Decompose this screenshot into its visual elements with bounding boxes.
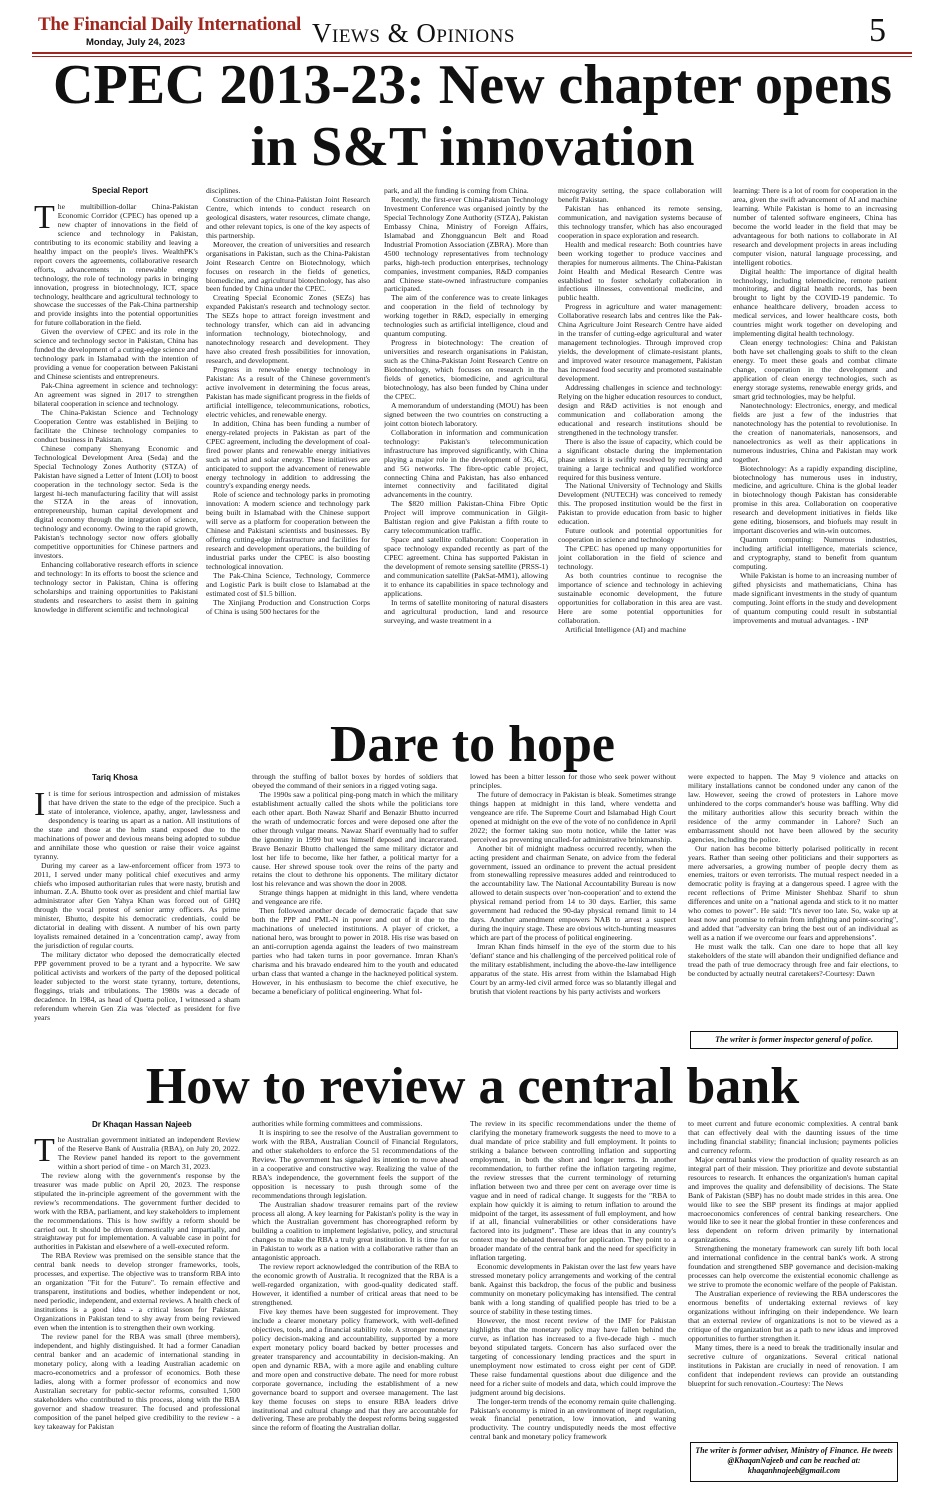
article-paragraph: Health and medical research: Both countries have been working together to produce vaccines and therapies for numerous ailments. The China-Pakistan Joint Health and Medical Research Centre was established to foster scholarly collaboration in infectious illnesses, conventional medicine, and public health. — [558, 239, 722, 303]
article-paragraph: The CPEC has opened up many opportunities for joint collaboration in the field of science and technology. — [558, 544, 722, 572]
article-3-author-note: The writer is former adviser, Ministry of Finance. He tweets @KhaqanNajeeb and can be reached at: khaqanhnajeeb@gmail.com — [690, 1442, 898, 1482]
article-paragraph: Imran Khan finds himself in the eye of the storm due to his 'defiant' stance and his challenging of the perceived political role of the military establishment, including the above-the-law intelligence apparatus of the state. His arrest from within the Islamabad High Court by an army-led civil armed force was so blatantly illegal and brutish that violent reactions by his party activists and workers — [470, 942, 676, 996]
article-paragraph: through the stuffing of ballot boxes by hordes of soldiers that obeyed the command of their seniors in a rigged voting saga. — [252, 773, 458, 790]
article-paragraph: Given the overview of CPEC and its role in the science and technology sector in Pakistan, China has funded the development of a cutting-edge science and technology park in Islamabad with the intention of providing a venue for cooperation between Pakistani and Chinese scientists and entrepreneurs. — [34, 327, 198, 382]
article-paragraph: Clean energy technologies: China and Pakistan both have set challenging goals to shift to the clean energy. To meet these goals and combat climate change, cooperation in the development and application of clean energy technologies, such as energy storage systems, renewable energy grids, and smart grid technologies, may be helpful. — [733, 338, 897, 401]
article-paragraph: Addressing challenges in science and technology: Relying on the higher education resources to conduct, design and R&D activities is not enough and communication and collaboration among the educational and research institutions should be strengthened in the technology transfer. — [558, 382, 722, 437]
article-paragraph: The Australian government initiated an independent Review of the Reserve Bank of Australia (RBA), on July 20, 2022. The Review panel handed its report to the government within a short period of time - on March 31, 2023. — [34, 1136, 240, 1171]
article-paragraph: The review panel for the RBA was small (three members), independent, and highly distinguished. It had a former Canadian central banker and an academic of international standing in monetary policy, along with a leading Australian academic on macro-econometrics and a professor of economics. Both these ladies, along with a former professor of economics and now Australian secretary for public-sector reforms, consulted 1,500 stakeholders who contributed to this process, along with the RBA governor and shadow treasurer. The focused and professional composition of the panel helped give credibility to the review - a key takeaway for Pakistan — [34, 1331, 240, 1431]
article-paragraph: The Australian experience of reviewing the RBA underscores the enormous benefits of undertaking external reviews of key organizations without infringing on their independence. We learn that an external review of organizations is not to be viewed as a critique of the organization but as a path to new ideas and improved opportunities to further strengthen it. — [688, 1289, 898, 1343]
article-paragraph: Major central banks view the production of quality research as an integral part of their mission. They prioritize and devote substantial resources to research. It enhances the organization's human capital and improves the quality and defensibility of decisions. The State Bank of Pakistan (SBP) has no doubt made strides in this area. One would like to see the SBP present its findings at major applied macroeconomics conferences of central banking researchers. One would like to see it near the global frontier in these conferences and less dependent on reform driven primarily by international organizations. — [688, 1154, 898, 1245]
article-3-byline: Dr Khaqan Hassan Najeeb — [92, 1120, 192, 1129]
article-3-column-3 — [470, 1120, 676, 1482]
article-paragraph: Economic developments in Pakistan over the last few years have stressed monetary policy arrangements and working of the central bank. Against this backdrop, the focus of the public and business community on monetary policymaking has intensified. The central bank with a long standing of qualified people has tried to be a source of stability in these testing times. — [470, 1262, 676, 1317]
article-paragraph: Recently, the first-ever China-Pakistan Technology Investment Conference was organised jointly by the Special Technology Zone Authority (STZA), Pakistan Embassy China, Ministry of Foreign Affairs, Islamabad and Zhongguancun Belt and Road Industrial Promotion Association (ZBRA). More than 4500 technology representatives from technology parks, high-tech production enterprises, technology companies, investment companies, R&D companies and Chinese state-owned infrastructure companies participated. — [384, 194, 548, 294]
article-2-headline: Dare to hope — [329, 716, 615, 773]
article-paragraph: were expected to happen. The May 9 violence and attacks on military installations cannot be condoned under any canon of the law. However, seeing the crowd of protesters in Lahore move unhindered to the corps commander's house was baffling. Why did the military authorities allow this security breach within the residence of the army commander in Lahore? Such an embarrassment should not have been allowed by the security agencies, including the police. — [688, 773, 898, 844]
article-paragraph: While Pakistan is home to an increasing number of gifted physicists and mathematicians, China has made significant investments in the study of quantum computing. Joint efforts in the study and development of quantum computing could result in substantial improvements and mutual advantages. - INP — [733, 570, 897, 625]
article-paragraph: Our nation has become bitterly polarised politically in recent years. Rather than seeing other politicians and their supporters as mere adversaries, a growing number of people decry them as enemies, traitors or even terrorists. The mutual respect needed in a democratic polity is fraying at a dangerous speed. I agree with the recent reflections of Prime Minister Shehbaz Sharif to shun differences and unite on a "national agenda and stick to it no matter who comes to power". He said: "It's never too late. So, wake up at least now and promise to refrain from infighting and point-scoring", and added that "adversity can bring the best out of an individual as well as a nation if we overcome our fears and apprehensions". — [688, 843, 898, 943]
article-paragraph: Digital health: The importance of digital health technology, including telemedicine, remote patient monitoring, and digital health records, has been brought to light by the COVID-19 pandemic. To enhance healthcare delivery, broaden access to medical services, and lower healthcare costs, both countries might work together on developing and implementing digital health technology. — [733, 266, 897, 339]
article-paragraph: Space and satellite collaboration: Cooperation in space technology expanded recently as part of the CPEC agreement. China has supported Pakistan in the development of remote sensing satellite (PRSS-1) and communication satellite (PakSat-MM1), allowing it to enhance its capabilities in space technology and applications. — [384, 535, 548, 598]
article-paragraph: Then followed another decade of democratic façade that saw both the PPP and PML-N in power and out of it due to the machinations of unelected institutions. A player of cricket, a national hero, was brought to power in 2018. His rise was based on an anti-corruption agenda against the leaders of two mainstream parties who had taken turns in poor governance. Imran Khan's charisma and his bravado endeared him to the youth and educated urban class that wanted a change in the hackneyed political system. However, in his enthusiasm to become the chief executive, he became a beneficiary of political engineering. What fol- — [252, 906, 458, 996]
article-paragraph: In terms of satellite monitoring of natural disasters and agricultural production, land and resource surveying, and waste treatment in a — [384, 597, 548, 625]
article-paragraph: disciplines. — [206, 187, 241, 195]
article-paragraph: During my career as a law-enforcement officer from 1973 to 2011, I served under many political chief executives and army chiefs who imposed authoritarian rules that were nasty, brutish and inhuman. Z.A. Bhutto took over as president and chief martial law administrator after Gen Yahya Khan was forced out of GHQ through the vocal protest of senior army officers. As prime minister, Bhutto, despite his democratic credentials, could be dictatorial in dealing with dissent. A number of his own party loyalists remained detained in a 'concentration camp', away from the jurisdiction of regular courts. — [34, 860, 240, 951]
article-paragraph: However, the most recent review of the IMF for Pakistan highlights that the monetary policy may have fallen behind the curve, as inflation has increased to a five-decade high - much beyond stipulated targets. Concern has also surfaced over the targeting of concessionary lending practices and the spurt in unemployment now estimated to cross eight per cent of GDP. These raise fundamental questions about due diligence and the need for a richer suite of models and data, which could improve the judgment around big decisions. — [470, 1315, 676, 1397]
article-3-column-2 — [252, 1120, 458, 1482]
article-paragraph: Biotechnology: As a rapidly expanding discipline, biotechnology has numerous uses in industry, medicine, and agriculture. China is the global leader in biotechnology though Pakistan has considerable promise in this area. Collaboration on cooperative research and development initiatives in fields like gene editing, biosensors, and biofuels may result in important discoveries and win-win outcomes. — [733, 463, 897, 536]
article-paragraph: Chinese company Shenyang Economic and Technological Development Area (Seda) and the Special Technology Zones Authority (STZA) of Pakistan have signed a Letter of Intent (LOI) to boost cooperation in the technology sector. Seda is the largest hi-tech manufacturing facility that will assist the STZA in the areas of innovation, entrepreneurship, human capital development and digital economy through the integration of science, technology and economy. Owing to the rapid growth, Pakistan's technology sector now offers globally competitive opportunities for Chinese partners and investors. — [34, 443, 198, 561]
article-paragraph: The Xinjiang Production and Construction Corps of China is using 500 hectares for the — [206, 597, 370, 616]
article-paragraph: Five key themes have been suggested for improvement. They include a clearer monetary policy framework, with well-defined objectives, tools, and a financial stability role. A stronger monetary policy decision-making and accountability, supported by a more expert monetary policy board backed by better processes and greater transparency and accountability in decision-making. An open and dynamic RBA, with a more agile and enabling culture and more open and constructive debate. The need for more robust corporate governance, including the establishment of a new governance board to support and oversee management. The last key theme focuses on steps to ensure RBA leaders drive institutional and cultural change and that they are accountable for delivering. These are probably the deepest reforms being suggested since the reform of floating the Australian dollar. — [252, 1307, 458, 1433]
issue-date: Monday, July 24, 2023 — [86, 37, 186, 48]
article-paragraph: Role of science and technology parks in promoting innovation: A modern science and technology park being built in Islamabad with the Chinese support will serve as a platform for cooperation between the Chinese and Pakistani scientists and businesses. By offering cutting-edge infrastructure and facilities for research and development operations, the building of industrial parks under the CPEC is also boosting technological innovation. — [206, 490, 370, 572]
article-2-byline: Tariq Khosa — [92, 773, 138, 782]
masthead — [0, 0, 945, 50]
article-2-column-4 — [688, 773, 898, 1026]
article-paragraph: The multibillion-dollar China-Pakistan Economic Corridor (CPEC) has opened up a new chapter of innovations in the field of science and technology in Pakistan, contributing to its economic stability and leaving a healthy impact on the people's lives. WealthPK's report covers the agreements, collaborative research efforts, advancements in renewable energy technology, the role of technology parks in bringing innovation, progress in biotechnology, ICT, space technology, healthcare and agricultural technology to showcase the successes of the Pak-China partnership and provide insights into the potential opportunities for future collaboration in the field. — [34, 203, 198, 328]
article-paragraph: In addition, China has been funding a number of energy-related projects in Pakistan as part of the CPEC agreement, including the development of coal-fired power plants and renewable energy initiatives such as wind and solar energy. These initiatives are anticipated to support the advancement of renewable energy technology in addition to addressing the country's expanding energy needs. — [206, 418, 370, 491]
article-paragraph: Moreover, the creation of universities and research organisations in Pakistan, such as the China-Pakistan Joint Research Centre on Biotechnology, which focuses on research in the fields of genetics, biomedicine, and agricultural biotechnology, has also been funded by China under the CPEC. — [206, 239, 370, 294]
article-paragraph: Another bit of midnight madness occurred recently, when the acting president and chairman Senate, on advice from the federal government, issued an ordinance to prevent the actual president from stonewalling repressive measures added and reintroduced to the accountability law. The National Accountability Bureau is now allowed to detain suspects over 'non-cooperation' and to extend the physical remand period from 14 to 30 days. Earlier, this same government had reduced the 90-day physical remand limit to 14 days. Another amendment empowers NAB to arrest a suspect during the inquiry stage. These are obvious witch-hunting measures which are part of the process of political engineering. — [470, 843, 676, 943]
article-paragraph: park, and all the funding is coming from China. — [384, 187, 529, 195]
article-3-headline: How to review a central bank — [145, 1058, 800, 1115]
article-paragraph: The National University of Technology and Skills Development (NUTECH) was conceived to remedy this. The proposed institution would be the first in Pakistan to provide education from basic to higher education. — [558, 481, 722, 527]
article-paragraph: Strange things happen at midnight in this land, where vendetta and vengeance are rife. — [252, 888, 458, 907]
article-3-column-1 — [34, 1136, 240, 1482]
article-1-column-3 — [384, 187, 548, 700]
article-2-column-3 — [470, 773, 676, 1048]
article-paragraph: The RBA Review was premised on the sensible stance that the central bank needs to develop stronger frameworks, tools, processes, and expertise. The objective was to transform RBA into an organization "Fit for the Future". To remain effective and transparent, institutions and bodies, whether independent or not, need periodic, independent, and external reviews. A health check of institutions is a good idea - a critical lesson for Pakistan. Organizations in Pakistan tend to shy away from being reviewed even when the intention is to strengthen their own working. — [34, 1251, 240, 1333]
article-3-column-4 — [688, 1120, 898, 1438]
article-paragraph: Future outlook and potential opportunities for cooperation in science and technology — [558, 526, 722, 545]
article-paragraph: learning: There is a lot of room for cooperation in the area, given the swift advancement of AI and machine learning. While Pakistan is home to an increasing number of talented software engineers, China has become the world leader in the field that may be advantageous for both nations to collaborate in AI research and development projects in areas including computer vision, natural language processing, and intelligent robotics. — [733, 187, 897, 267]
article-paragraph: Creating Special Economic Zones (SEZs) has expanded Pakistan's research and technology sector. The SEZs hope to attract foreign investment and technology transfer, which can aid in advancing information technology, biotechnology, and nanotechnology research and development. They have also created fresh possibilities for innovation, research, and development. — [206, 293, 370, 366]
article-paragraph: Pak-China agreement in science and technology: An agreement was signed in 2017 to strengthen bilateral cooperation in science and technology. — [34, 381, 198, 408]
article-paragraph: Many times, there is a need to break the traditionally insular and secretive culture of organizations. Several critical national institutions in Pakistan are crucially in need of renovation. I am confident that independent reviews can provide an outstanding blueprint for such renovation.-Courtesy: The News — [688, 1342, 898, 1388]
article-1-byline: Special Report — [92, 186, 149, 195]
article-2-column-1 — [34, 790, 240, 1048]
article-paragraph: authorities while forming committees and commissions. — [252, 1120, 423, 1128]
article-paragraph: He must walk the talk. Can one dare to hope that all key stakeholders of the state will abandon their undignified defiance and tread the path of true democracy through free and fair elections, to be conducted by actually neutral caretakers?-Courtesy: Dawn — [688, 942, 898, 978]
article-paragraph: The China-Pakistan Science and Technology Cooperation Centre was established in Beijing to facilitate the Chinese technology companies to conduct business in Pakistan. — [34, 407, 198, 444]
article-paragraph: The review along with the government's response by the treasurer was made public on April 20, 2023. The response stipulated the in-principle agreement of the government with the review's recommendations. The government further decided to work with the RBA, parliament, and key stakeholders to implement the recommendations. This is how swiftly a reform should be carried out. It should be driven domestically and impartially, and straightaway put for implementation. A valuable case in point for authorities in Pakistan and elsewhere of a well-executed reform. — [34, 1170, 240, 1252]
article-2-author-note: The writer is former inspector general of police. — [690, 1031, 898, 1049]
article-2-column-2 — [252, 773, 458, 1048]
article-paragraph: Quantum computing: Numerous industries, including artificial intelligence, materials science, and cryptography, stand to benefit from quantum computing. — [733, 535, 897, 572]
article-1-headline: CPEC 2013-23: New chapter opens in S&T innovation — [53, 54, 892, 178]
article-1-column-1 — [34, 203, 198, 700]
article-paragraph: Pakistan has enhanced its remote sensing, communication, and navigation systems because of this technology transfer, which has also encouraged cooperation in space exploration and research. — [558, 203, 722, 240]
page-number: 5 — [869, 12, 886, 49]
article-paragraph: It is time for serious introspection and admission of mistakes that have driven the state to the edge of the precipice. Such a state of intolerance, violence, apathy, anger, lawlessness and despondency is tearing us apart as a nation. All institutions of the state and those at the helm stand exposed due to the machinations of power and devious means being adopted to subdue and annihilate those who question or raise their voice against tyranny. — [34, 790, 240, 861]
article-paragraph: The Pak-China Science, Technology, Commerce and Logistic Park is built close to Islamabad at the estimated cost of $1.5 billion. — [206, 570, 370, 598]
article-paragraph: Strengthening the monetary framework can surely lift both local and international confidence in the central bank's work. A strong foundation and strengthened SBP governance and decision-making processes can help overcome the existential economic challenge as we strive to promote the economic welfare of the people of Pakistan. — [688, 1244, 898, 1290]
article-paragraph: Collaboration in information and communication technology: Pakistan's telecommunication infrastructure has improved significantly, with China playing a major role in the development of 3G, 4G, and 5G networks. The fibre-optic cable project, connecting China and Pakistan, has also enhanced internet connectivity and facilitated digital advancements in the country. — [384, 427, 548, 500]
article-paragraph: Construction of the China-Pakistan Joint Research Centre, which intends to conduct research on geological disasters, water resources, climate change, and other relevant topics, is one of the key aspects of this partnership. — [206, 194, 370, 240]
article-paragraph: As both countries continue to recognise the importance of science and technology in achieving sustainable economic development, the future opportunities for collaboration in this area are vast. Here are some potential opportunities for collaboration. — [558, 570, 722, 625]
article-paragraph: The $820 million Pakistan-China Fibre Optic Project will improve communication in Gilgit-Baltistan region and give Pakistan a fifth route to carry telecommunication traffic. — [384, 499, 548, 536]
article-paragraph: The longer-term trends of the economy remain quite challenging. Pakistan's economy is mired in an environment of inept regulation, weak financial penetration, low innovation, and waning productivity. The country undisputedly needs the most effective central bank and monetary policy framework — [470, 1396, 676, 1442]
article-paragraph: Progress in agriculture and water management: Collaborative research labs and centres like the Pak-China Agriculture Joint Research Centre have aided in the transfer of cutting-edge agricultural and water management technologies. Through improved crop yields, the development of climate-resistant plants, and improved water resource management, Pakistan has increased food security and promoted sustainable development. — [558, 302, 722, 384]
article-paragraph: The military dictator who deposed the democratically elected PPP government proved to be a tyrant and a hypocrite. We saw political activists and workers of the party of the deposed political leader subjected to the worst state tyranny, torture, detentions, floggings, trials and tribulations. The 1980s was a decade of decadence. In 1984, as head of Quetta police, I witnessed a sham referendum wherein Gen Zia was 'elected' as president for five years — [34, 950, 240, 1022]
article-paragraph: Progress in biotechnology: The creation of universities and research organisations in Pakistan, such as the China-Pakistan Joint Research Centre on Biotechnology, which focuses on research in the fields of genetics, biomedicine, and agricultural biotechnology, has also been funded by China under the CPEC. — [384, 338, 548, 401]
article-paragraph: A memorandum of understanding (MOU) has been signed between the two countries on constructing a joint cotton biotech laboratory. — [384, 400, 548, 428]
article-paragraph: The future of democracy in Pakistan is bleak. Sometimes strange things happen at midnight in this land, where vendetta and vengeance are rife. The Supreme Court and Islamabad High Court opened at midnight on the eve of the vote of no confidence in April 2022; the former taking suo motu notice, while the latter was perceived as preventing uncalled-for administrative brinkmanship. — [470, 789, 676, 844]
article-paragraph: Artificial Intelligence (AI) and machine — [565, 624, 687, 634]
article-paragraph: The 1990s saw a political ping-pong match in which the military establishment actually called the shots while the politicians tore each other apart. Both Nawaz Sharif and Benazir Bhutto incurred the wrath of undemocratic forces and were deposed one after the other through vulgar means. Nawaz Sharif eventually had to suffer the ignominy in 1999 but was himself deposed and incarcerated. Brave Benazir Bhutto challenged the same military dictator and lost her life to become, like her father, a political martyr for a cause. Her shrewd spouse took over the reins of the party and retains the clout to dethrone his opponents. The military dictator lost his relevance and was shown the door in 2008. — [252, 789, 458, 889]
article-1-column-2 — [206, 187, 370, 700]
section-title: Views & Opinions — [312, 18, 515, 48]
article-paragraph: The Australian shadow treasurer remains part of the review process all along. A key learning for Pakistan's polity is the way in which the Australian government has choreographed reform by building a coalition to implement legislative, policy, and structural changes to make the RBA a truly great institution. It is time for us in Pakistan to work as a nation with a collaborative rather than an antagonistic approach. — [252, 1199, 458, 1263]
article-paragraph: Enhancing collaborative research efforts in science and technology: In its efforts to boost the science and technology sector in Pakistan, China is offering scholarships and training opportunities to Pakistani students and researchers to assist them in gaining knowledge in different scientific and technological — [34, 560, 198, 614]
article-1-column-5 — [733, 187, 897, 700]
article-paragraph: The review in its specific recommendations under the theme of clarifying the monetary framework suggests the need to move to a dual mandate of price stability and full employment. It points to striking a balance between controlling inflation and supporting employment, in both the short and longer terms. In another recommendation, to further refine the inflation targeting regime, the review stresses that the current terminology of returning inflation between two and three per cent on average over time is vague and in need of radical change. It suggests for the "RBA to explain how quickly it is aiming to return inflation to around the midpoint of the target, its assessment of full employment, and how if at all, financial vulnerabilities or other considerations have factored into its judgment". These are ideas that in any country's context may be debated thereafter for application. They point to a broader mandate of the central bank and the need for specificity in inflation targeting. — [470, 1120, 676, 1263]
article-1-column-4 — [558, 187, 722, 700]
article-paragraph: The review report acknowledged the contribution of the RBA to the economic growth of Australia. It recognized that the RBA is a well-regarded organization, with good-quality dedicated staff. However, it identified a number of critical areas that need to be strengthened. — [252, 1262, 458, 1308]
article-paragraph: The aim of the conference was to create linkages and cooperation in the field of technology by working together in R&D, especially in emerging technologies such as artificial intelligence, cloud and quantum computing. — [384, 293, 548, 339]
article-paragraph: Nanotechnology: Electronics, energy, and medical fields are just a few of the industries that nanotechnology has the potential to revolutionise. In the creation of nanomaterials, nanosensors, and nanoelectronics as well as their applications in numerous industries, China and Pakistan may work together. — [733, 400, 897, 464]
article-paragraph: to meet current and future economic complexities. A central bank that can effectively deal with the daunting issues of the time including financial stability; financial inclusion; payments policies and currency reform. — [688, 1120, 898, 1155]
article-paragraph: microgravity setting, the space collaboration will benefit Pakistan. — [558, 187, 722, 204]
article-paragraph: There is also the issue of capacity, which could be a significant obstacle during the implementation phase unless it is swiftly resolved by recruiting and training a large technical and qualified workforce required for this business venture. — [558, 436, 722, 482]
newspaper-name: The Financial Daily International — [38, 14, 301, 35]
article-paragraph: lowed has been a bitter lesson for those who seek power without principles. — [470, 773, 676, 790]
article-paragraph: Progress in renewable energy technology in Pakistan: As a result of the Chinese government's active involvement in determining the focus areas, Pakistan has made significant progress in the fields of artificial intelligence, telecommunications, robotics, electric vehicles, and renewable energy. — [206, 365, 370, 419]
article-paragraph: It is inspiring to see the resolve of the Australian government to work with the RBA, Australian Council of Financial Regulators, and other stakeholders to enforce the 51 recommendations of the Review. The government has signaled its intention to move ahead in a cooperative and constructive way. Realizing the value of the RBA's independence, the government feels the support of the opposition is necessary to push through some of the recommendations through legislation. — [252, 1127, 458, 1200]
